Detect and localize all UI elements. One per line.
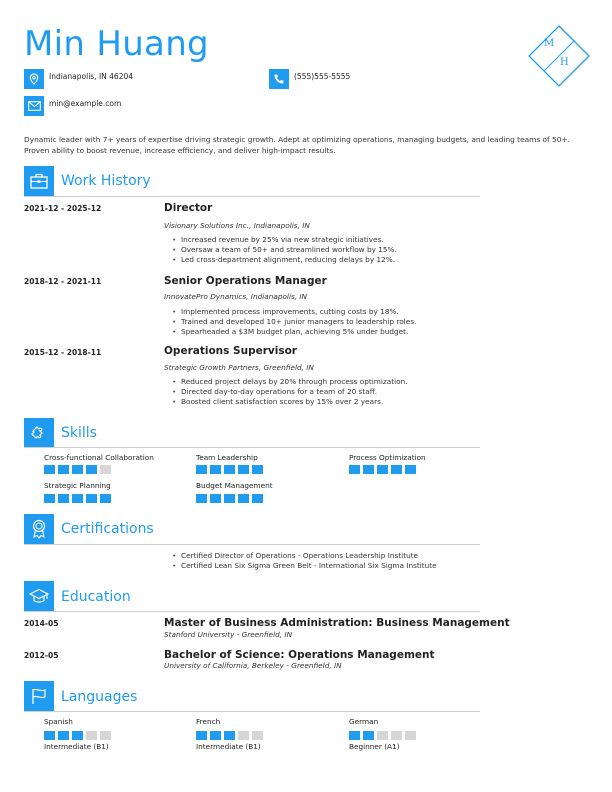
rating-square-empty	[100, 731, 111, 740]
skill-rating	[196, 465, 263, 474]
contact-location: Indianapolis, IN 46204	[49, 72, 134, 81]
education-degree: Master of Business Administration: Business Management	[164, 617, 510, 629]
rating-square-filled	[252, 465, 263, 474]
monogram-top-letter: M	[544, 38, 555, 49]
education-school: Stanford University - Greenfield, IN	[164, 630, 293, 639]
candidate-name: Min Huang	[24, 24, 209, 64]
rating-square-filled	[210, 494, 221, 503]
rating-square-filled	[391, 465, 402, 474]
rating-square-empty	[391, 731, 402, 740]
rating-square-filled	[238, 465, 249, 474]
certification-item: • Certified Director of Operations - Operations Leadership Institute	[170, 551, 490, 561]
rating-square-filled	[196, 465, 207, 474]
rating-square-empty	[238, 731, 249, 740]
job-company: Strategic Growth Partners, Greenfield, IN	[164, 363, 314, 372]
rating-square-filled	[210, 465, 221, 474]
briefcase-icon	[24, 166, 54, 196]
rating-square-empty	[100, 465, 111, 474]
section-title-education: Education	[61, 589, 131, 605]
education-date: 2012-05	[24, 651, 59, 660]
rating-square-empty	[252, 731, 263, 740]
language-name: French	[196, 717, 221, 726]
language-rating	[349, 731, 416, 740]
rating-square-filled	[196, 494, 207, 503]
envelope-icon	[24, 96, 44, 116]
ribbon-award-icon	[24, 514, 54, 544]
language-level: Intermediate (B1)	[196, 742, 261, 751]
rating-square-filled	[224, 494, 235, 503]
skill-name: Team Leadership	[196, 453, 258, 462]
contact-phone: (555)555-5555	[294, 72, 351, 81]
job-bullet: • Boosted client satisfaction scores by 15% over 2 years.	[170, 397, 490, 407]
section-divider	[24, 611, 480, 612]
section-title-work-history: Work History	[61, 173, 151, 189]
location-pin-icon	[24, 69, 44, 89]
skill-rating	[44, 494, 111, 503]
language-name: German	[349, 717, 379, 726]
job-dates: 2018-12 - 2021-11	[24, 277, 102, 286]
language-name: Spanish	[44, 717, 73, 726]
rating-square-filled	[72, 465, 83, 474]
skill-name: Strategic Planning	[44, 481, 111, 490]
rating-square-filled	[363, 465, 374, 474]
skill-name: Process Optimization	[349, 453, 426, 462]
professional-summary: Dynamic leader with 7+ years of expertise driving strategic growth. Adept at optimizing operations, managing budgets, and leading teams of 50+. Proven ability to boost revenue, increase efficiency, and deliver high-impact results.	[24, 135, 570, 155]
job-title: Director	[164, 202, 213, 214]
job-bullet: • Spearheaded a $3M budget plan, achieving 5% under budget.	[170, 327, 490, 337]
flag-icon	[24, 681, 54, 711]
job-company: InnovatePro Dynamics, Indianapolis, IN	[164, 292, 308, 301]
skill-rating	[196, 494, 263, 503]
job-bullet: • Reduced project delays by 20% through process optimization.	[170, 377, 490, 387]
certification-item: • Certified Lean Six Sigma Green Belt - International Six Sigma Institute	[170, 561, 490, 571]
rating-square-filled	[210, 731, 221, 740]
job-title: Senior Operations Manager	[164, 275, 327, 287]
certification-list	[170, 551, 490, 571]
rating-square-filled	[44, 494, 55, 503]
rating-square-filled	[405, 465, 416, 474]
rating-square-empty	[405, 731, 416, 740]
job-bullets	[170, 307, 490, 337]
skill-rating	[349, 465, 416, 474]
job-dates: 2015-12 - 2018-11	[24, 348, 102, 357]
job-bullets	[170, 235, 490, 265]
language-level: Beginner (A1)	[349, 742, 400, 751]
rating-square-filled	[224, 465, 235, 474]
section-title-certifications: Certifications	[61, 521, 154, 537]
monogram-bottom-letter: H	[560, 57, 569, 68]
education-school: University of California, Berkeley - Greenfield, IN	[164, 661, 342, 670]
section-divider	[24, 196, 480, 197]
job-bullet: • Trained and developed 10+ junior managers to leadership roles.	[170, 317, 490, 327]
skill-name: Cross-functional Collaboration	[44, 453, 154, 462]
job-bullet: • Oversaw a team of 50+ and streamlined workflow by 15%.	[170, 245, 490, 255]
rating-square-filled	[100, 494, 111, 503]
section-title-skills: Skills	[61, 425, 97, 441]
rating-square-filled	[224, 731, 235, 740]
rating-square-filled	[72, 731, 83, 740]
section-divider	[24, 447, 480, 448]
rating-square-filled	[363, 731, 374, 740]
rating-square-filled	[196, 731, 207, 740]
rating-square-filled	[377, 465, 388, 474]
rating-square-empty	[377, 731, 388, 740]
job-dates: 2021-12 - 2025-12	[24, 204, 102, 213]
section-title-languages: Languages	[61, 689, 138, 705]
rating-square-filled	[349, 731, 360, 740]
monogram-logo	[527, 24, 591, 88]
rating-square-filled	[44, 731, 55, 740]
rating-square-filled	[238, 494, 249, 503]
language-rating	[44, 731, 111, 740]
language-rating	[196, 731, 263, 740]
rating-square-filled	[58, 494, 69, 503]
rating-square-filled	[58, 731, 69, 740]
graduation-cap-icon	[24, 581, 54, 611]
job-bullet: • Increased revenue by 25% via new strategic initiatives.	[170, 235, 490, 245]
education-degree: Bachelor of Science: Operations Management	[164, 649, 435, 661]
rating-square-filled	[252, 494, 263, 503]
job-company: Visionary Solutions Inc., Indianapolis, IN	[164, 221, 310, 230]
language-level: Intermediate (B1)	[44, 742, 109, 751]
job-bullet: • Led cross-department alignment, reducing delays by 12%.	[170, 255, 490, 265]
rating-square-filled	[72, 494, 83, 503]
section-divider	[24, 544, 480, 545]
skill-rating	[44, 465, 111, 474]
rating-square-filled	[349, 465, 360, 474]
education-date: 2014-05	[24, 619, 59, 628]
puzzle-icon	[24, 418, 54, 448]
rating-square-empty	[86, 731, 97, 740]
job-title: Operations Supervisor	[164, 345, 297, 357]
job-bullet: • Directed day-to-day operations for a team of 20 staff.	[170, 387, 490, 397]
rating-square-filled	[44, 465, 55, 474]
rating-square-filled	[86, 465, 97, 474]
job-bullets	[170, 377, 490, 407]
job-bullet: • Implemented process improvements, cutting costs by 18%.	[170, 307, 490, 317]
rating-square-filled	[86, 494, 97, 503]
skill-name: Budget Management	[196, 481, 273, 490]
section-divider	[24, 711, 480, 712]
rating-square-filled	[58, 465, 69, 474]
contact-email[interactable]: min@example.com	[49, 99, 122, 108]
phone-icon	[269, 69, 289, 89]
